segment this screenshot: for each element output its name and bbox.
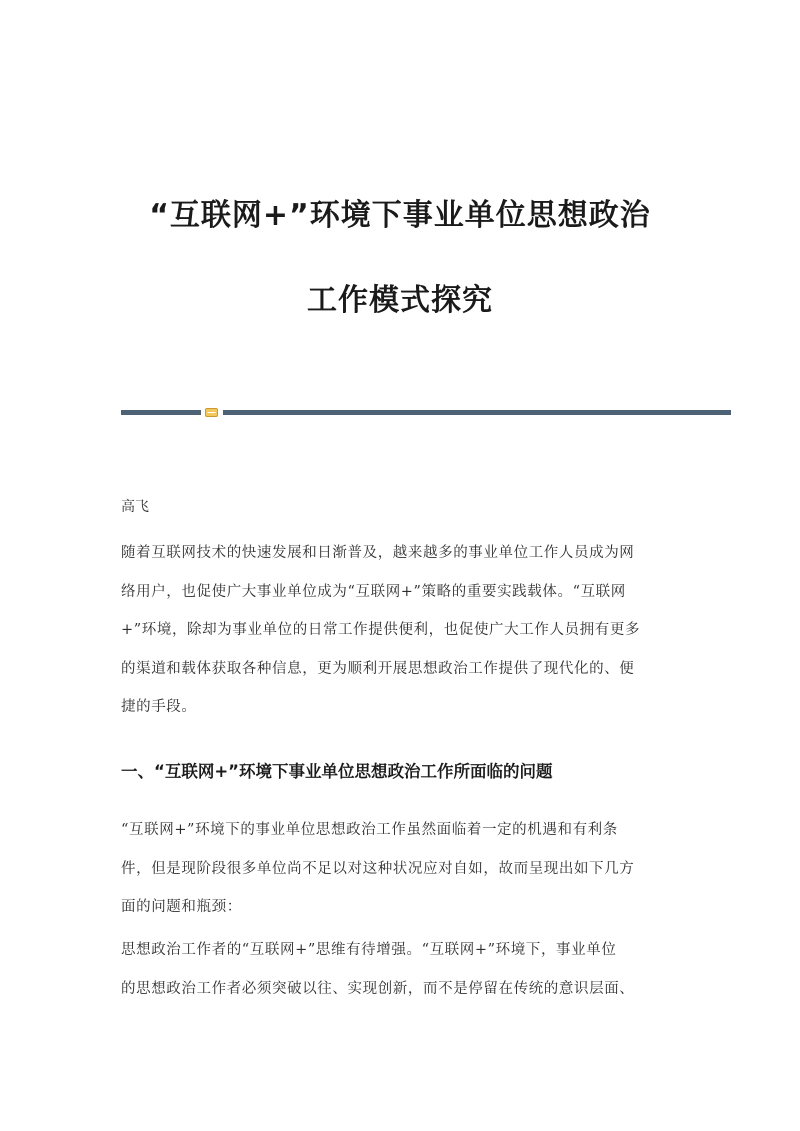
divider-ornament-icon bbox=[205, 408, 218, 417]
paragraph-line: 思想政治工作者的“互联网+”思维有待增强。“互联网+”环境下，事业单位 bbox=[121, 942, 617, 958]
paragraph-line: 的渠道和载体获取各种信息，更为顺利开展思想政治工作提供了现代化的、便 bbox=[121, 660, 635, 677]
divider-bar-left bbox=[121, 410, 201, 415]
paragraph-line: 捷的手段。 bbox=[121, 699, 197, 715]
author-name: 高飞 bbox=[121, 499, 149, 515]
paragraph-line: 随着互联网技术的快速发展和日渐普及，越来越多的事业单位工作人员成为网 bbox=[121, 545, 635, 561]
paragraph-line: 面的问题和瓶颈： bbox=[121, 899, 242, 915]
section-heading-1: 一、“互联网+”环境下事业单位思想政治工作所面临的问题 bbox=[121, 762, 553, 781]
section-1-paragraph-1 bbox=[121, 811, 681, 927]
section-1-paragraph-2 bbox=[121, 931, 681, 1008]
document-title-line-2: 工作模式探究 bbox=[307, 283, 493, 318]
paragraph-line: 的思想政治工作者必须突破以往、实现创新，而不是停留在传统的意识层面、 bbox=[121, 980, 635, 997]
divider-bar-right bbox=[223, 410, 731, 415]
document-title-line-1: “互联网+”环境下事业单位思想政治 bbox=[149, 198, 651, 233]
paragraph-line: 件，但是现阶段很多单位尚不足以对这种状况应对自如，故而呈现出如下几方 bbox=[121, 860, 635, 877]
intro-paragraph bbox=[121, 534, 681, 727]
title-divider bbox=[121, 408, 731, 416]
paragraph-line: +”环境，除却为事业单位的日常工作提供便利，也促使广大工作人员拥有更多 bbox=[121, 622, 641, 638]
paragraph-line: 络用户，也促使广大事业单位成为“互联网+”策略的重要实践载体。“互联网 bbox=[121, 583, 626, 600]
paragraph-line: “互联网+”环境下的事业单位思想政治工作虽然面临着一定的机遇和有利条 bbox=[121, 822, 618, 838]
